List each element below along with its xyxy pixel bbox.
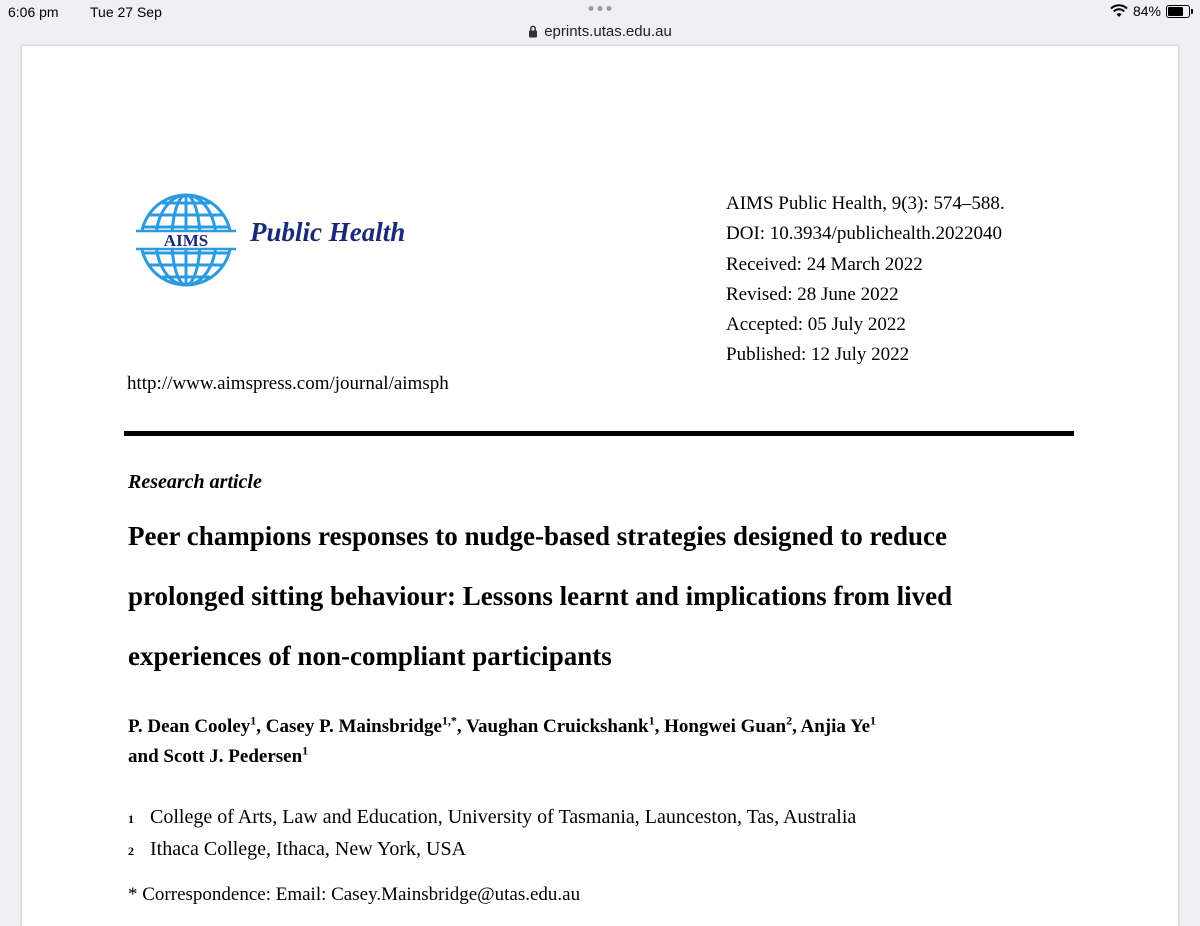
- title-line: prolonged sitting behaviour: Lessons learnt and implications from lived: [128, 581, 953, 611]
- author: Casey P. Mainsbridge$^{1,*}$,: [265, 713, 467, 737]
- article-type: Research article: [128, 471, 262, 493]
- author: Hongwei Guan$^2$,: [664, 713, 801, 737]
- lock-icon: [528, 25, 538, 38]
- author: Vaughan Cruickshank$^1$,: [466, 713, 665, 737]
- affiliation-text: College of Arts, Law and Education, University of Tasmania, Launceston, Tas, Australia: [150, 806, 857, 828]
- address-bar[interactable]: [0, 18, 1200, 44]
- title-line: Peer champions responses to nudge-based strategies designed to reduce: [128, 521, 947, 551]
- meta-doi: DOI: 10.3934/publichealth.2022040: [726, 223, 1002, 245]
- status-time: 6:06 pm: [8, 4, 59, 20]
- battery-icon: [1166, 5, 1190, 18]
- meta-citation: AIMS Public Health, 9(3): 574–588.: [726, 193, 1005, 214]
- pdf-page[interactable]: [22, 46, 1178, 926]
- correspondence-line: * Correspondence: Email: Casey.Mainsbridge@utas.edu.au: [128, 884, 581, 905]
- author-list: [128, 712, 1088, 772]
- logo-text: AIMS: [163, 231, 209, 250]
- multitasking-dots-icon[interactable]: [589, 6, 612, 11]
- author: P. Dean Cooley$^1$,: [128, 713, 266, 737]
- affiliations: [128, 802, 856, 866]
- title-line: experiences of non-compliant participants: [128, 641, 612, 671]
- author: Anjia Ye$^1$: [800, 713, 877, 737]
- url-text: eprints.utas.edu.au: [544, 22, 672, 40]
- header-rule: [124, 431, 1074, 436]
- battery-percent: 84%: [1132, 3, 1161, 19]
- publication-meta: [726, 189, 1005, 371]
- wifi-icon: [1110, 4, 1128, 18]
- affiliation-number: 2: [128, 844, 134, 858]
- meta-revised: Revised: 28 June 2022: [726, 283, 899, 305]
- journal-url-link[interactable]: http://www.aimspress.com/journal/aimsph: [127, 373, 449, 394]
- affiliation-item: [128, 834, 856, 866]
- aims-globe-logo: [136, 192, 236, 288]
- meta-published: Published: 12 July 2022: [726, 344, 910, 366]
- article-title: [128, 506, 1088, 686]
- meta-accepted: Accepted: 05 July 2022: [726, 314, 906, 336]
- meta-received: Received: 24 March 2022: [726, 253, 923, 275]
- affiliation-text: Ithaca College, Ithaca, New York, USA: [150, 838, 467, 860]
- journal-name: Public Health: [250, 217, 406, 247]
- status-date: Tue 27 Sep: [90, 4, 162, 20]
- affiliation-number: 1: [128, 812, 134, 826]
- affiliation-item: [128, 802, 856, 834]
- author: and Scott J. Pedersen$^1$: [128, 743, 309, 767]
- battery-level-fill: [1168, 7, 1183, 16]
